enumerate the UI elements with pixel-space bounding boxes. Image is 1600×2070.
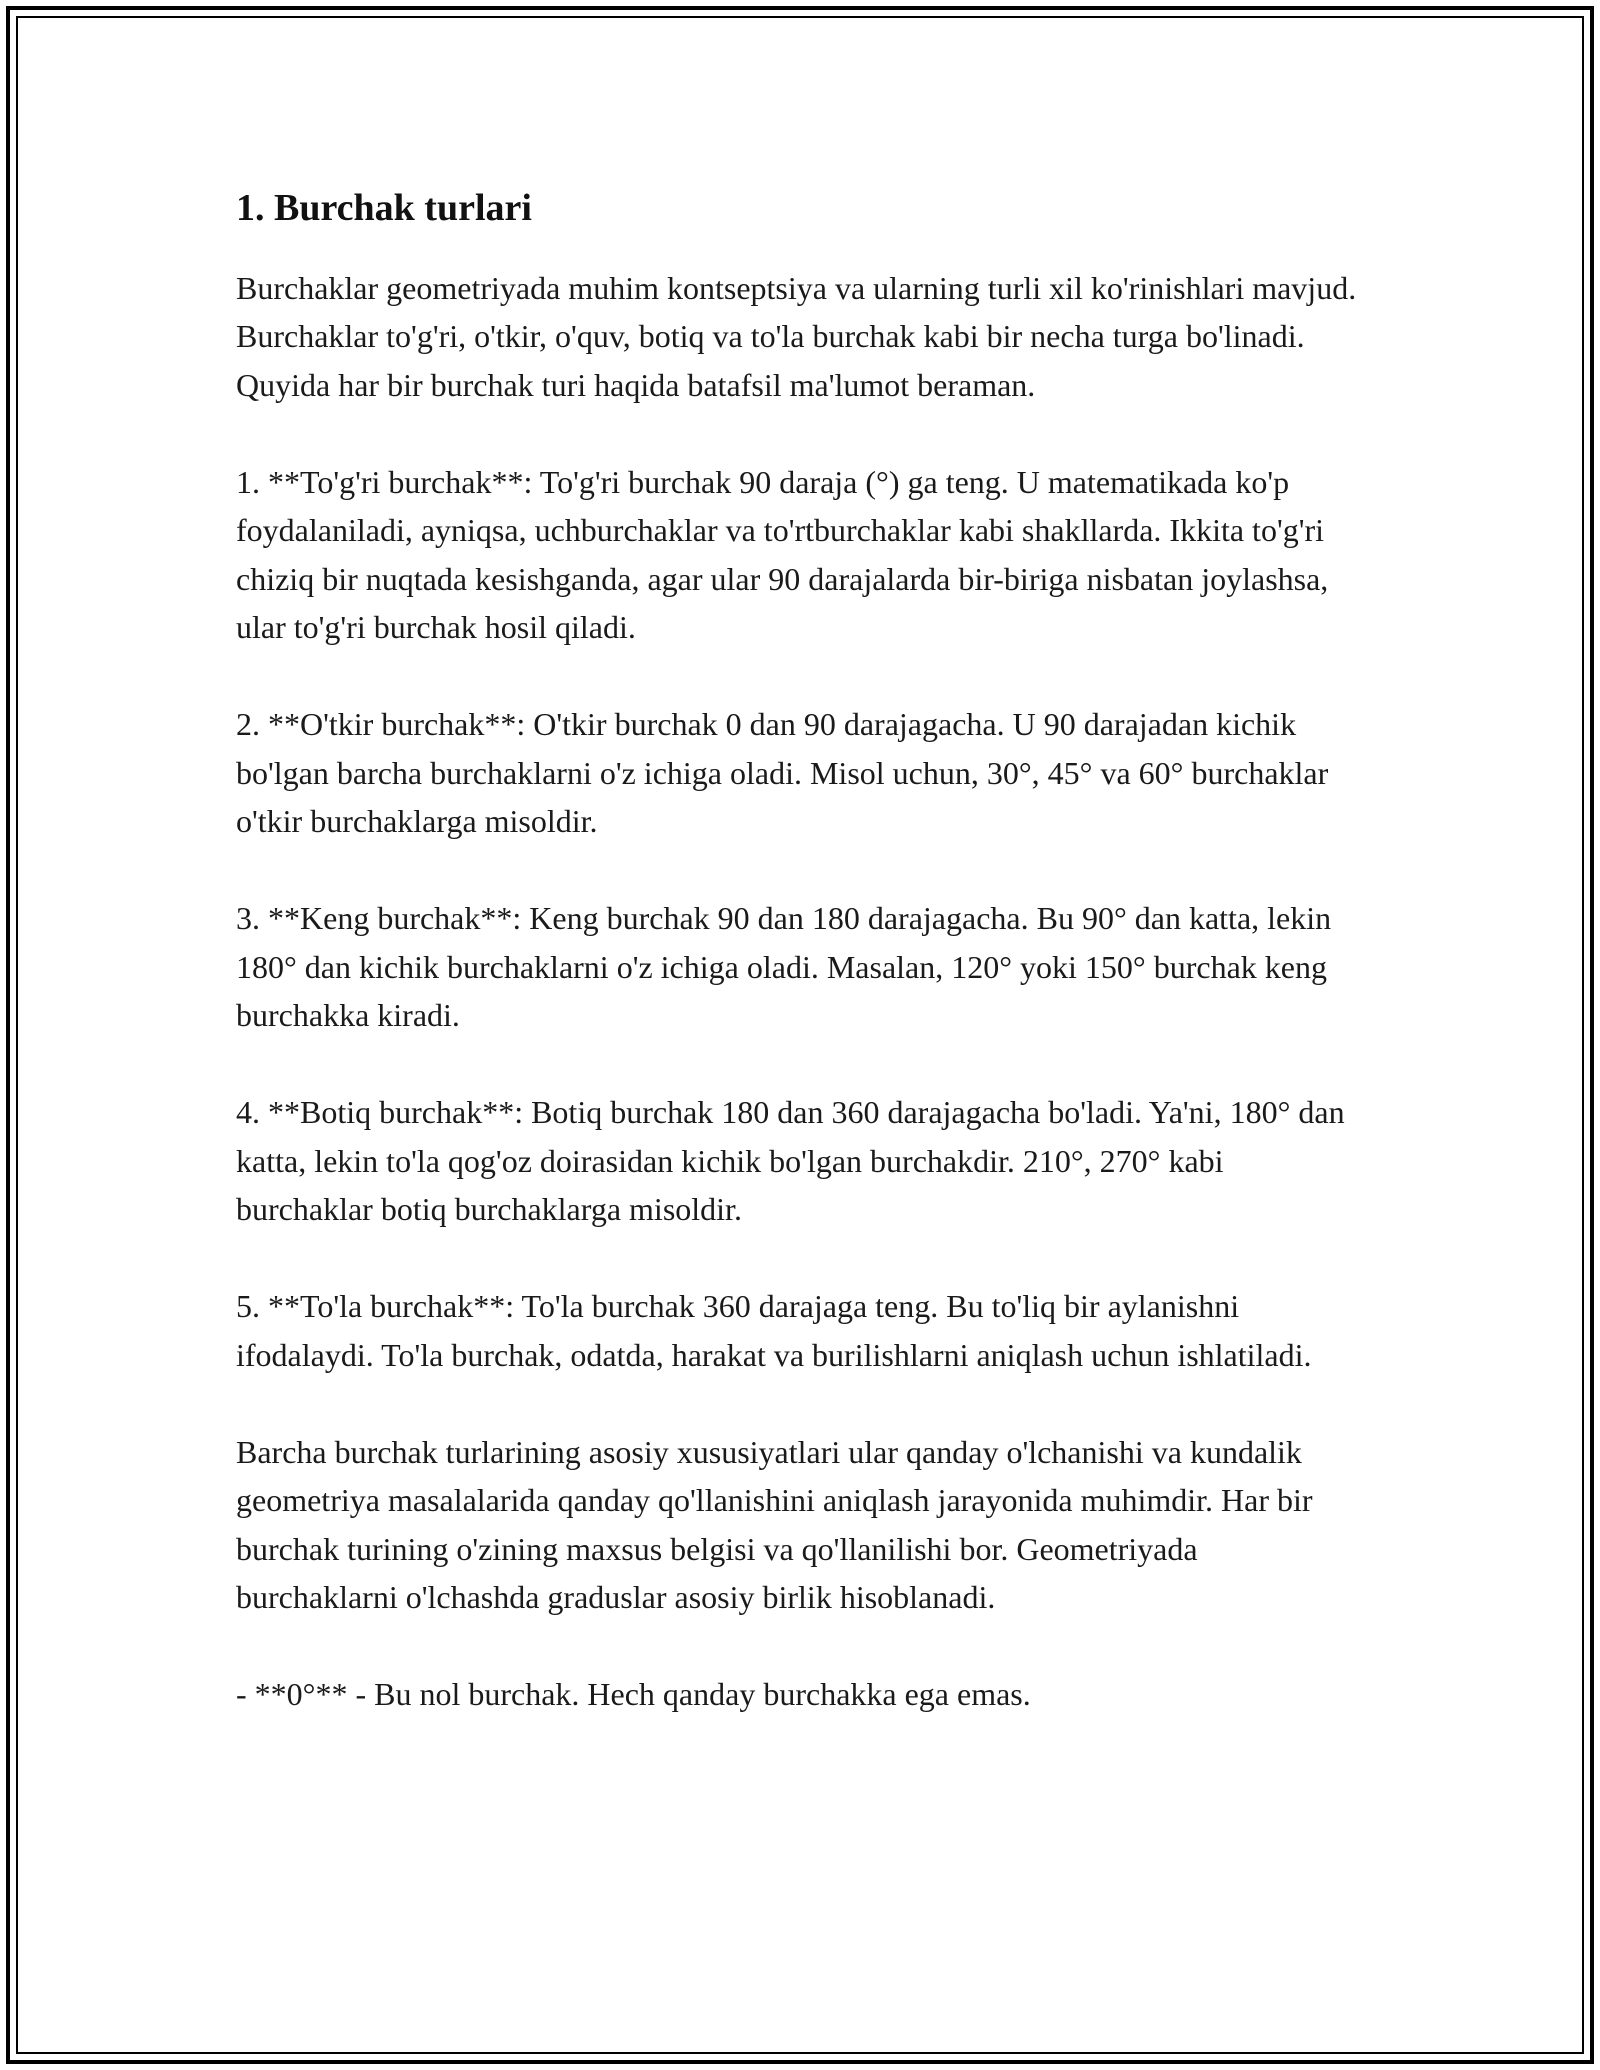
acute-angle-paragraph: 2. **O'tkir burchak**: O'tkir burchak 0 dan 90 darajagacha. U 90 darajadan kichik bo'lgan barcha burchaklarni o'z ichiga oladi. Misol uchun, 30°, 45° va 60° burchaklar o'tkir burchaklarga misoldir. (236, 706, 1329, 840)
document-body (236, 186, 1366, 1767)
reflex-angle-paragraph: 4. **Botiq burchak**: Botiq burchak 180 dan 360 darajagacha bo'ladi. Ya'ni, 180° dan katta, lekin to'la qog'oz doirasidan kichik bo'lgan burchakdir. 210°, 270° kabi burchaklar botiq burchaklarga misoldir. (236, 1094, 1345, 1228)
summary-paragraph: Barcha burchak turlarining asosiy xususiyatlari ular qanday o'lchanishi va kundalik geometriya masalalarida qanday qo'llanishini aniqlash jarayonida muhimdir. Har bir burchak turining o'zining maxsus belgisi va qo'llanilishi bor. Geometriyada burchaklarni o'lchashda graduslar asosiy birlik hisoblanadi. (236, 1433, 1313, 1616)
right-angle-paragraph: 1. **To'g'ri burchak**: To'g'ri burchak 90 daraja (°) ga teng. U matematikada ko'p foydalaniladi, ayniqsa, uchburchaklar va to'rtburchaklar kabi shakllarda. Ikkita to'g'ri chiziq bir nuqtada kesishganda, agar ular 90 darajalarda bir-biriga nisbatan joylashsa, ular to'g'ri burchak hosil qiladi. (236, 463, 1329, 646)
document-title: 1. Burchak turlari (236, 187, 532, 229)
obtuse-angle-paragraph: 3. **Keng burchak**: Keng burchak 90 dan 180 darajagacha. Bu 90° dan katta, lekin 180° dan kichik burchaklarni o'z ichiga oladi. Masalan, 120° yoki 150° burchak keng burchakka kiradi. (236, 900, 1332, 1034)
zero-angle-list-item: - **0°** - Bu nol burchak. Hech qanday burchakka ega emas. (236, 1676, 1031, 1713)
intro-paragraph: Burchaklar geometriyada muhim kontseptsiya va ularning turli xil ko'rinishlari mavjud. Burchaklar to'g'ri, o'tkir, o'quv, botiq va to'la burchak kabi bir necha turga bo'linadi. Quyida har bir burchak turi haqida batafsil ma'lumot beraman. (236, 269, 1357, 403)
full-angle-paragraph: 5. **To'la burchak**: To'la burchak 360 darajaga teng. Bu to'liq bir aylanishni ifodalaydi. To'la burchak, odatda, harakat va burilishlarni aniqlash uchun ishlatiladi. (236, 1288, 1312, 1373)
